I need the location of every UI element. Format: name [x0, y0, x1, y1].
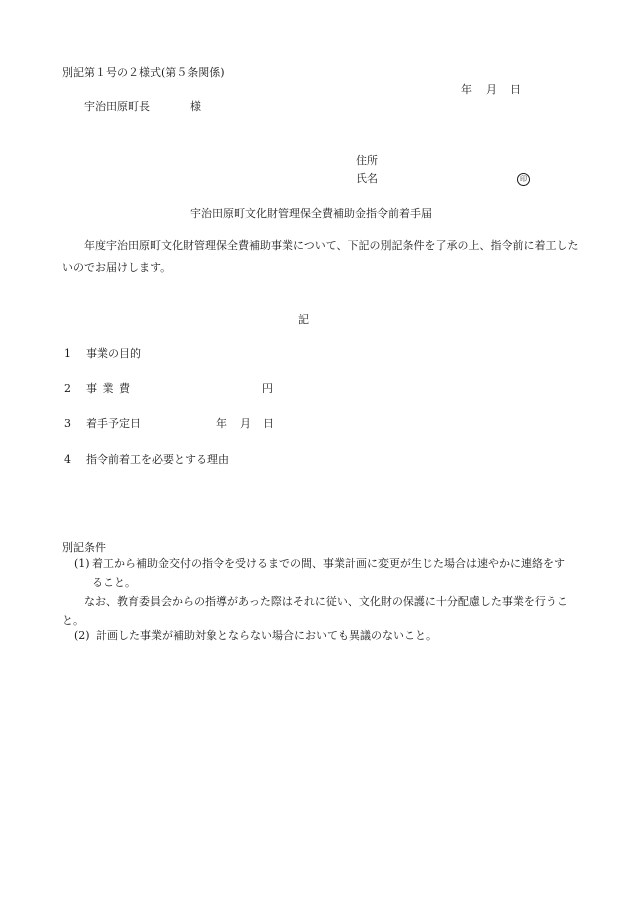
- conditions-heading: 別記条件: [62, 541, 106, 554]
- item-3-month: 月: [240, 417, 251, 430]
- document-title: 宇治田原町文化財管理保全費補助金指令前着手届: [190, 207, 432, 220]
- condition-1-text: 着工から補助金交付の指令を受けるまでの間、事業計画に変更が生じた場合は速やかに連絡をすること。: [92, 557, 565, 589]
- item-1-number: 1: [64, 347, 71, 360]
- form-number: 別記第１号の２様式(第５条関係): [62, 66, 225, 79]
- seal-mark: 印: [517, 173, 530, 186]
- item-3-day: 日: [263, 417, 274, 430]
- condition-1-number: (1): [74, 557, 90, 570]
- body-text: 年度宇治田原町文化財管理保全費補助事業について、下記の別記条件を了承の上、指令前に着工したいのでお届けします。: [62, 239, 579, 274]
- item-3-label: 着手予定日: [86, 417, 141, 430]
- item-3-year: 年: [216, 417, 227, 430]
- date-day-label: 日: [510, 83, 521, 96]
- date-month-label: 月: [486, 83, 497, 96]
- item-2-unit: 円: [262, 382, 273, 395]
- condition-2-text: 計画した事業が補助対象とならない場合においても異議のないこと。: [96, 629, 437, 642]
- condition-1-note: なお、教育委員会からの指導があった際はそれに従い、文化財の保護に十分配慮した事業を行うこと。: [62, 595, 568, 627]
- name-label: 氏名: [356, 172, 378, 185]
- item-2-label: 事 業 費: [86, 382, 131, 395]
- item-4-label: 指令前着工を必要とする理由: [86, 453, 229, 466]
- item-1-label: 事業の目的: [86, 347, 141, 360]
- item-2-number: 2: [64, 382, 71, 395]
- ki-label: 記: [298, 313, 309, 326]
- addressee: 宇治田原町長: [84, 100, 150, 113]
- honorific: 様: [190, 100, 201, 113]
- item-3-number: 3: [64, 417, 71, 430]
- condition-2-number: (2): [74, 629, 90, 642]
- item-4-number: 4: [64, 453, 71, 466]
- date-year-label: 年: [461, 83, 472, 96]
- address-label: 住所: [356, 154, 378, 167]
